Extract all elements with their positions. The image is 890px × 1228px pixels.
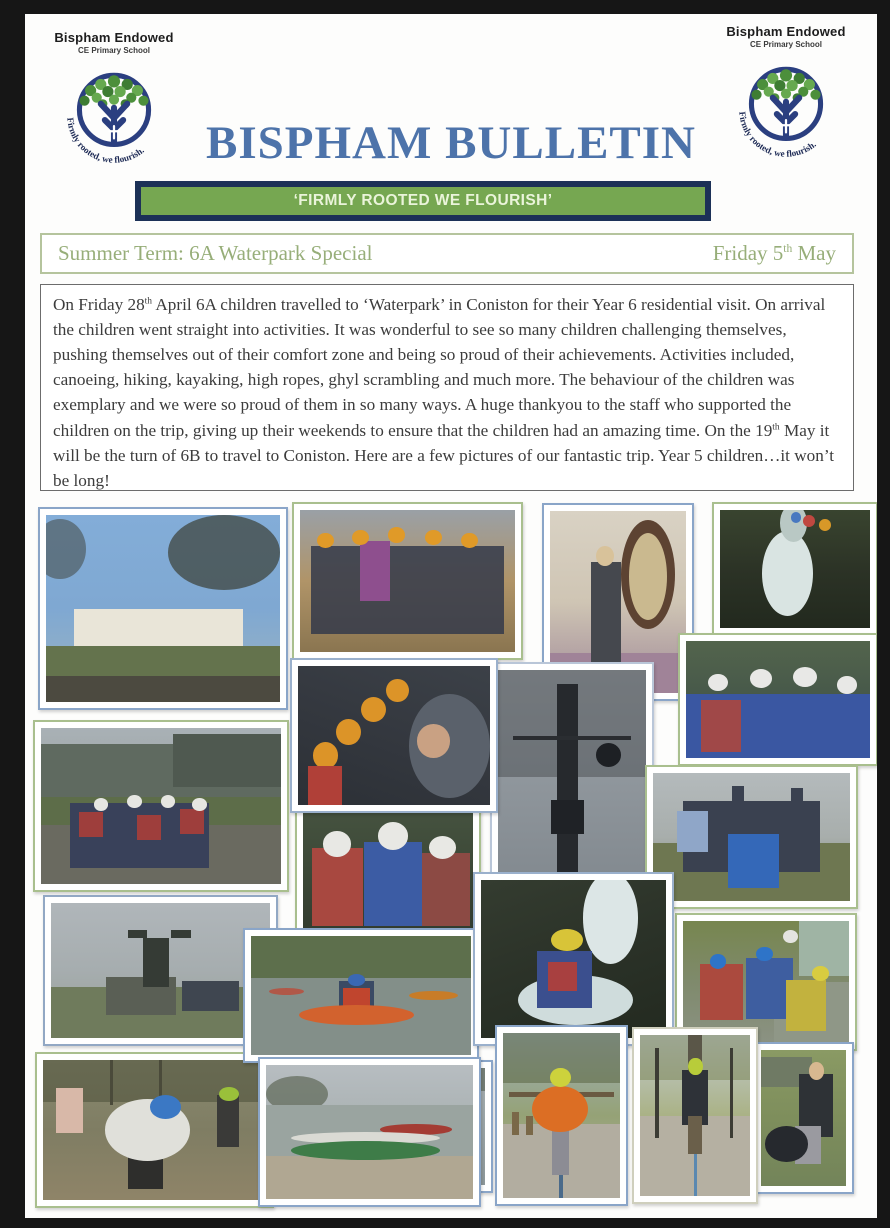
photo-group-by-fence <box>292 502 523 660</box>
school-name: Bispham Endowed <box>726 24 846 39</box>
photo-image <box>503 1033 620 1198</box>
photo-helmet-selfie <box>290 658 498 813</box>
bulletin-title: BISPHAM BULLETIN <box>205 117 697 169</box>
photo-image <box>640 1035 750 1196</box>
motto-banner-text: ‘FIRMLY ROOTED WE FLOURISH’ <box>293 192 553 209</box>
photo-kayaking-lake <box>243 928 479 1063</box>
photo-image <box>51 903 270 1038</box>
newsletter-page <box>25 14 877 1218</box>
photo-collage <box>25 14 877 1218</box>
photo-image <box>300 510 515 652</box>
photo-buoyancy-aid-trio <box>295 805 481 936</box>
photo-image <box>303 813 473 928</box>
photo-waterfall-ghyl <box>712 502 877 636</box>
school-name: Bispham Endowed <box>54 30 174 45</box>
photo-hillside-rest <box>753 1042 854 1194</box>
photo-rope-swing <box>35 1052 274 1208</box>
photo-summit-celebration <box>645 765 858 909</box>
issue-date: Friday 5th May <box>712 241 836 265</box>
photo-image <box>298 666 490 805</box>
photo-image <box>41 728 281 884</box>
photo-image <box>761 1050 846 1186</box>
photo-low-ropes-orange <box>495 1025 628 1206</box>
issue-title: Summer Term: 6A Waterpark Special <box>58 241 373 265</box>
school-subtitle: CE Primary School <box>749 40 823 49</box>
photo-image <box>46 515 280 702</box>
photo-canoe-on-shore <box>258 1057 481 1207</box>
svg-text:Firmly rooted, we flourish.: Firmly rooted, we flourish. <box>737 111 818 159</box>
photo-ghyl-scramble-splash <box>473 872 674 1046</box>
photo-image <box>686 641 870 758</box>
school-subtitle: CE Primary School <box>77 46 151 55</box>
article-text: On Friday 28th April 6A children travelled to ‘Waterpark’ in Coniston for their Year 6 residential visit. On arrival the children went straight into activities. It was wonderful to see so many children challenging themselves, pushing themselves out of their comfort zone and being so proud of their achievements. Activities included, canoeing, hiking, kayaking, high ropes, ghyl scrambling and much more. The behaviour of the children was exemplary and we were so proud of them in so many ways. A huge thankyou to the staff who supported the children on the trip, giving up their weekends to ensure that the children had an amazing time. On the 19th May it will be the turn of 6B to travel to Coniston. Here are a few pictures of our fantastic trip. Year 5 children…it won’t be long! <box>40 284 854 491</box>
photo-image <box>653 773 850 901</box>
photo-rope-bridge-balance <box>632 1027 758 1204</box>
photo-waterpark-house <box>38 507 288 710</box>
photo-image <box>251 936 471 1055</box>
photo-image <box>683 921 849 1043</box>
photo-blue-waterproofs-group <box>678 633 877 766</box>
photo-image <box>266 1065 473 1199</box>
photo-mountain-group <box>33 720 289 892</box>
photo-image <box>720 510 870 628</box>
svg-text:Firmly rooted, we flourish.: Firmly rooted, we flourish. <box>65 117 146 165</box>
photo-image <box>481 880 666 1038</box>
photo-image <box>43 1060 266 1200</box>
